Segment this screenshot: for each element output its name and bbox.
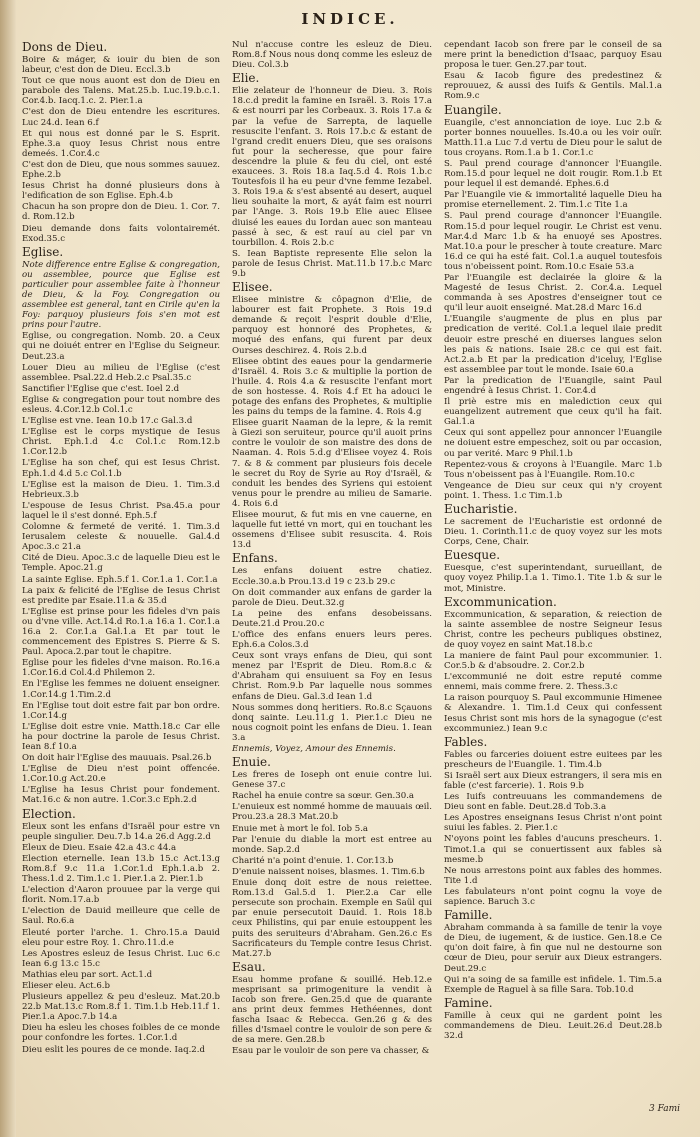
index-entry: Elie zelateur de l'honneur de Dieu. 3. Rois 18.c.d predit la famine en Israël. 3. Rois 17.a & est nourri par les Corbeaux. 3. Rois 17.a & par la vefue de Sarrepta, de laquelle resuscite l'enfant. 3. Rois 17.b.c & estant de l'grand credit enuers Dieu, que ses oraisons fut pour la secheresse, que pour faire descendre la pluie & feu du ciel, ont esté exaucees. 3. Rois 18.a Iaq.5.d 4. Rois 1.b.c Toutesfois il ha eu peur d'vne femme Iezabel. 3. Rois 19.a & s'est absenté au desert, auquel lieu souhaite la mort, & ayát faim est nourri par l'Ange. 3. Rois 19.b Elie auec Elisee diuisé les eaues du Iordan auec son manteau passé à sec, & est rauí au ciel par vn tourbillon. 4. Rois 2.b.c (232, 86, 432, 248)
index-entry: Rachel ha enuie contre sa sœur. Gen.30.a (232, 791, 415, 802)
index-column-3 (444, 40, 662, 1120)
index-entry: Les Apostres enseignans Iesus Christ n'ont point suiui les fables. 2. Pier.1.c (444, 813, 662, 834)
index-entry: Il priè estre mis en malediction ceux qui euangelizent autrement que ceux qu'il ha fait. Gal.1.a (444, 397, 662, 428)
index-heading: Euangile. (444, 102, 502, 117)
index-entry: Eglise pour les fideles d'vne maison. Ro.16.a 1.Cor.16.d Col.4.d Philemon 2. (22, 658, 220, 679)
index-entry: Elisee ministre & côpagnon d'Elie, de labourer est fait Prophete. 3 Rois 19.d demande & reçoit l'esprit double d'Elie, parquoy est honnoré des Prophetes, & moqué des enfans, qui furent par deux Ourses deschirez. 4. Rois 2.b.d (232, 295, 432, 356)
index-heading: Enuie. (232, 755, 271, 770)
page-header: INDICE. (301, 10, 399, 28)
index-entry: Plusieurs appellez & peu d'esleuz. Mat.20.b 22.b Mat.13.c Rom.8.f 1. Tim.1.b Heb.11.f 1. Pier.1.a Apoc.7.b 14.a (22, 992, 220, 1023)
index-entry: Qui n'a soing de sa famille est infidele. 1. Tim.5.a Exemple de Raguel à sa fille Sara. Tob.10.d (444, 974, 662, 995)
index-entry: Mathias eleu par sort. Act.1.d (22, 969, 153, 980)
index-entry: L'Eglise est le corps mystique de Iesus Christ. Eph.1.d 4.c Col.1.c Rom.12.b 1.Cor.12.b (22, 427, 220, 458)
index-entry: Les freres de Ioseph ont enuie contre lui. Genese 37.c (232, 770, 432, 791)
index-entry: L'excommunié ne doit estre reputé comme ennemi, mais comme frere. 2. Thess.3.c (444, 672, 662, 693)
index-entry: L'election de Dauid meilleure que celle de Saul. Ro.6.a (22, 906, 220, 927)
index-entry: Ne nous arrestons point aux fables des hommes. Tite 1.d (444, 865, 662, 886)
index-entry: La peine des enfans desobeissans. Deute.21.d Prou.20.c (232, 608, 432, 629)
index-entry: S. Iean Baptiste represente Elie selon la parole de Iesus Christ. Mat.11.b 17.b.c Marc 9.b (232, 248, 432, 279)
index-entry: La paix & felicité de l'Eglise de Iesus Christ est predite par Esaie.11.a & 35.d (22, 585, 220, 606)
index-entry: Si Israël sert aux Dieux estrangers, il sera mis en fable (c'est farcerie). 1. Rois 9.b (444, 770, 662, 791)
index-heading: Euesque. (444, 548, 501, 563)
index-entry: Euesque, c'est superintendant, surueillant, de quoy voyez Philip.1.a 1. Timo.1. Tite 1.b & sur le mot, Ministre. (444, 563, 662, 594)
index-note: Note difference entre Eglise & congregation, ou assemblee, pource que Eglise est particulier pour assemblee faite à l'honneur de Dieu, & la Foy. Congregation ou assemblee est general, tant en Cirile qu'en la Foy: parquoy plusieurs fois s'en mot est prins pour l'autre. (22, 259, 220, 331)
index-entry: Les enfans doiuent estre chatiez. Eccle.30.a.b Prou.13.d 19 c 23.b 29.c (232, 566, 432, 587)
index-heading: Famille. (444, 908, 493, 923)
index-entry: C'est don de Dieu, que nous sommes sauuez. Ephe.2.b (22, 159, 220, 181)
index-entry: Enuie met à mort le fol. Iob 5.a (232, 823, 369, 834)
index-entry: La raison pourquoy S. Paul excommunie Himenee & Alexandre. 1. Tim.1.d Ceux qui confessent Iesus Christ sont mis hors de la synagogue (c'est excommuniez.) Iean 9.c (444, 693, 662, 734)
index-column-1 (22, 40, 220, 1120)
index-entry: On doit hair l'Eglise des mauuais. Psal.26.b (22, 753, 212, 764)
index-entry: En l'Eglise les femmes ne doiuent enseigner. 1.Cor.14.g 1.Tim.2.d (22, 679, 220, 700)
index-entry: Les Iuifs contreuuans les commandemens de Dieu sont en fable. Deut.28.d Tob.3.a (444, 792, 662, 813)
index-entry: Iesus Christ ha donné plusieurs dons à l'edification de son Eglise. Eph.4.b (22, 181, 220, 202)
index-entry: Fables ou farceries doiuent estre euitees par les prescheurs de l'Euangile. 1. Tim.4.b (444, 749, 662, 770)
index-heading: Esau. (232, 959, 266, 974)
index-entry: L'election d'Aaron prouuee par la verge qui florit. Nom.17.a.b (22, 885, 220, 906)
index-entry: L'Eglise ha son chef, qui est Iesus Christ. Eph.1.d 4.d 5.c Col.1.b (22, 458, 220, 479)
index-entry: Repentez-vous & croyons à l'Euangile. Marc 1.b Tous n'obeissent pas à l'Euangile. Rom.10.c (444, 459, 662, 480)
index-entry: Et qui nous est donné par le S. Esprit. Ephe.3.a quoy Iesus Christ nous entre demeés. 1.Cor.4.c (22, 128, 220, 159)
index-entry: Colomne & fermeté de verité. 1. Tim.3.d Ierusalem celeste & nouuelle. Gal.4.d Apoc.3.c 21.a (22, 522, 220, 553)
index-entry: L'Eglise doit estre vnie. Matth.18.c Car elle ha pour doctrine la parole de Iesus Christ. Iean 8.f 10.a (22, 721, 220, 752)
index-heading: Elie. (232, 71, 260, 86)
index-entry: Les fabulateurs n'ont point cognu la voye de sapience. Baruch 3.c (444, 886, 662, 908)
index-heading: Eucharistie. (444, 502, 518, 517)
index-entry: L'Euangile s'augmente de plus en plus par predication de verité. Col.1.a lequel ilaie predit deuoir estre presché en diuerses langues selon les pais & nations. Isaie 28.c ce qui est fait. Act.2.a.b Et par la predication d'iceluy, l'Eglise est assemblee par tout le monde. Isaie 60.a (444, 314, 662, 375)
index-entry: Louer Dieu au milieu de l'Eglise (c'est assemblee. Psal.22.d Heb.2.c Psal.35.c (22, 362, 220, 383)
index-entry: Dieu ha esleu les choses foibles de ce monde pour confondre les fortes. 1.Cor.1.d (22, 1023, 220, 1044)
index-entry: Vengeance de Dieu sur ceux qui n'y croyent point. 1. Thess. 1.c Tim.1.b (444, 480, 662, 501)
index-entry: L'Eglise ha Iesus Christ pour fondement. Mat.16.c & non autre. 1.Cor.3.c Eph.2.d (22, 785, 220, 806)
index-entry: L'office des enfans enuers leurs peres. Eph.6.a Colos.3.d (232, 629, 432, 651)
index-entry: Le sacrement de l'Eucharistie est ordonné de Dieu. 1. Corinth.11.c de quoy voyez sur les mots Corps, Cene, Chair. (444, 517, 662, 548)
index-entry: Elisee guarit Naaman de la lepre, & la remit à Giezi son seruiteur, pource qu'il auoit prins contre le vouloir de son maistre des dons de Naaman. 4. Rois 5.d.g d'Elisee voyez 4. Rois 7. & 8 & comment par plusieurs fois decele le secret du Roy de Syrie au Roy d'Israël, & conduit les bendes des Syriens qui estoient venus pour le prendre au milieu de Samarie. 4. Rois 6.d (232, 418, 432, 509)
index-entry: Elieser eleu. Act.6.b (22, 980, 111, 991)
index-entry: Elisee obtint des eaues pour la gendarmerie d'Israël. 4. Rois 3.c & multiplie la portion de l'huile. 4. Rois 4.a & resuscite l'enfant mort de son hostesse. 4. Rois 4.f Et ha adouci le potage des enfans des Prophetes, & multiplie les pains du temps de la famine. 4. Rois 4.g (232, 356, 432, 418)
index-entry: Euangile, c'est annonciation de ioye. Luc 2.b & porter bonnes nouuelles. Is.40.a ou les voir ouïr. Matth.11.a Luc 7.d vertu de Dieu pour le salut de tous croyans. Rom.1.a b 1. Cor.1.c (444, 117, 662, 158)
index-entry: L'Eglise est vne. Iean 10.b 17.c Gal.3.d (22, 416, 193, 427)
index-heading: Famine. (444, 995, 493, 1010)
index-heading: Elisee. (232, 280, 273, 295)
index-entry: Par l'enuie du diable la mort est entree au monde. Sap.2.d (232, 834, 432, 855)
index-entry: L'enuieux est nommé homme de mauuais œil. Prou.23.a 28.3 Mat.20.b (232, 802, 432, 823)
index-entry: Ceux sont vrays enfans de Dieu, qui sont menez par l'Esprit de Dieu. Rom.8.c & d'Abraham qui ensuiuent sa Foy en Iesus Christ. Rom.9.b Par laquelle nous sommes enfans de Dieu. Gal.3.d Iean 1.d (232, 651, 432, 702)
index-entry: Ceux qui sont appellez pour annoncer l'Euangile ne doiuent estre empeschez, soit ou par occasion, ou par verité. Marc 9 Phil.1.b (444, 428, 662, 459)
index-entry: Sanctifier l'Eglise que c'est. Ioel 2.d (22, 383, 180, 394)
index-entry: Famille à ceux qui ne gardent point les commandemens de Dieu. Leuit.26.d Deut.28.b 32.d (444, 1010, 662, 1041)
index-entry: Eleux sont les enfans d'Israël pour estre vn peuple singulier. Deu.7.b 14.a 26.d Agg.2.d (22, 821, 220, 842)
index-entry: L'Eglise de Dieu n'est point offencée. 1.Cor.10.g Act.20.e (22, 764, 220, 785)
index-entry: Esau & Iacob figure des predestinez & reprouuez, & aussi des Iuifs & Gentils. Mal.1.a Rom.9.c (444, 71, 662, 102)
index-entry: Abraham commanda à sa famille de tenir la voye de Dieu, de iugement, & de iustice. Gen.18.e Ce qu'on doit faire, à fin que nul ne destourne son cœur de Dieu, pour seruir aux Dieux estrangers. Deut.29.c (444, 923, 662, 974)
index-entry: Election eternelle. Iean 13.b 15.c Act.13.g Rom.8.f 9.c 11.a 1.Cor.1.d Eph.1.a.b 2. Thess.1.d 2. Tim.1.c 1. Pier.1.a 2. Pier.1.b (22, 853, 220, 885)
index-note: Ennemis, Voyez, Amour des Ennemis. (232, 744, 396, 754)
index-entry: L'Eglise est prinse pour les fideles d'vn pais ou d'vne ville. Act.14.d Ro.1.a 16.a 1. Cor.1.a 16.a 2. Cor.1.a Gal.1.a Et par tout le commencement des Epistres S. Pierre & S. Paul. Apoca.2.par tout le chapitre. (22, 606, 220, 658)
index-entry: On doit commander aux enfans de garder la parole de Dieu. Deut.32.g (232, 587, 432, 608)
index-entry: Par l'Euangile vie & immortalité laquelle Dieu ha promise eternellement. 2. Tim.1.c Tite 1.a (444, 190, 662, 211)
index-entry: Enuie donq doit estre de nous reiettee. Rom.13.d Gal.5.d 1. Pier.2.a Car elle persecute son prochain. Exemple en Saül qui par enuie persecutoit Dauid. 1. Rois 18.b ceux Philistins, qui par enuie estouppent les puits des seruiteurs d'Abraham. Gen.26.c Es Sacrificateurs du Temple contre Iesus Christ. Mat.27.b (232, 878, 432, 959)
catchword: 3 Fami (649, 1104, 680, 1114)
index-entry: Eglise & congregation pour tout nombre des esleus. 4.Cor.12.b Col.1.c (22, 394, 220, 415)
index-entry: Eleux de Dieu. Esaie 42.a 43.c 44.a (22, 842, 177, 853)
index-entry: Chacun ha son propre don de Dieu. 1. Cor. 7. d. Rom.12.b (22, 202, 220, 223)
index-entry: Dieu demande dons faits volontairemét. Exod.35.c (22, 223, 220, 244)
index-entry: L'Eglise est la maison de Dieu. 1. Tim.3.d Hebrieux.3.b (22, 479, 220, 500)
index-entry: Esau homme profane & souillé. Heb.12.e mesprisant sa primogeniture la vendit à Iacob son frere. Gen.25.d que de quarante ans print deux femmes Hethéennes, dont fascha Isaac & Rebecca. Gen.26 g & des filles d'Ismael contre le vouloir de son pere & de sa mere. Gen.28.b (232, 974, 432, 1046)
index-entry: Nul n'accuse contre les esleuz de Dieu. Rom.8.f Nous nous donq comme les esleuz de Dieu. Col.3.b (232, 40, 432, 71)
index-entry: Boire & máger, & iouir du bien de son labeur, c'est don de Dieu. Eccl.3.b (22, 55, 220, 76)
index-entry: La maniere de faint Paul pour excommunier. 1. Cor.5.b & d'absoudre. 2. Cor.2.b (444, 650, 662, 672)
index-entry: N'oyons point les fables d'aucuns prescheurs. 1. Timot.1.a qui se conuertissent aux fables sà mesme.b (444, 834, 662, 865)
index-entry: Cité de Dieu. Apoc.3.c de laquelle Dieu est le Temple. Apoc.21.g (22, 553, 220, 574)
index-entry: Nous sommes donq heritiers. Ro.8.c Sçauons donq sainte. Leu.11.g 1. Pier.1.c Dieu ne nous cognoit point les enfans de Dieu. 1. Iean 3.a (232, 702, 432, 743)
index-entry: Eglise, ou congregation. Nomb. 20. a Ceux qui ne doiuét entrer en l'Eglise du Seigneur. Deut.23.a (22, 331, 220, 362)
index-heading: Enfans. (232, 551, 278, 566)
index-entry: Eleuté porter l'arche. 1. Chro.15.a Dauid eleu pour estre Roy. 1. Chro.11.d.e (22, 927, 220, 948)
index-entry: C'est don de Dieu entendre les escritures. Luc 24.d. Iean 6.f (22, 107, 220, 128)
index-entry: Elisee mourut, & fut mis en vne cauerne, en laquelle fut ietté vn mort, qui en touchant les ossemens d'Elisee subit resuscita. 4. Rois 13.d (232, 510, 432, 551)
index-entry: Par la predication de l'Euangile, saint Paul engendré à Iesus Christ. 1. Cor.4.d (444, 375, 662, 396)
index-heading: Election. (22, 806, 76, 821)
index-heading: Excommunication. (444, 594, 557, 609)
index-entry: Par l'Euangile est declairée la gloire & la Magesté de Iesus Christ. 2. Cor.4.a. Lequel commanda à ses Apostres d'enseigner tout ce qu'il leur auoit enseigné. Mat.28.d Marc 16.d (444, 272, 662, 314)
index-entry: S. Paul prend courage d'annoncer l'Euangile. Rom.15.d pour lequel ne doit rougir. Rom.1.b Et pour lequel il est demandé. Ephes.6.d (444, 158, 662, 190)
index-entry: D'enuie naissent noises, blasmes. 1. Tim.6.b (232, 866, 425, 877)
index-entry: Excommunication, & separation, & reiection de la sainte assemblee de nostre Seigneur Iesus Christ, contre les pecheurs publiques obstinez, de quoy voyez en saint Mat.18.b.c (444, 609, 662, 650)
index-entry: Dieu eslit les poures de ce monde. Iaq.2.d (22, 1044, 205, 1055)
index-entry: S. Paul prend courage d'annoncer l'Euangile. Rom.15.d pour lequel rougir. Le Christ est venu. Mar.4.d Marc 1.b & ha enuoyé ses Apostres. Mat.10.a pour le prescher à toute creature. Marc 16.d ce qui ha esté fait. Col.1.a auquel toutesfois tous n'obeissent point. Rom.10.c Esaie 53.a (444, 211, 662, 272)
index-heading: Fables. (444, 734, 488, 749)
index-column-2 (232, 40, 432, 1120)
index-entry: Tout ce que nous auont est don de Dieu en parabole des Talens. Mat.25.b. Luc.19.b.c.1. Cor.4.b. Iacq.1.c. 2. Pier.1.a (22, 76, 220, 107)
index-entry: Esau par le vouloir de son pere va chasser, & (232, 1046, 430, 1057)
index-entry: Les Apostres esleuz de Iesus Christ. Luc 6.c Iean 6.g 13.c 15.c (22, 948, 220, 969)
index-entry: L'espouse de Iesus Christ. Psa.45.a pour laquel le il s'est donné. Eph.5.f (22, 500, 220, 521)
index-entry: Charité n'a point d'enuie. 1. Cor.13.b (232, 855, 394, 866)
index-heading: Dons de Dieu. (22, 40, 108, 54)
index-entry: La sainte Eglise. Eph.5.f 1. Cor.1.a 1. Cor.1.a (22, 574, 218, 585)
index-heading: Eglise. (22, 244, 64, 259)
index-entry: En l'Eglise tout doit estre fait par bon ordre. 1.Cor.14.g (22, 700, 220, 721)
binding-gutter (0, 0, 16, 1137)
index-entry: cependant Iacob son frere par le conseil de sa mere print la benediction d'Isaac, parquoy Esau proposa le tuer. Gen.27.par tout. (444, 40, 662, 71)
